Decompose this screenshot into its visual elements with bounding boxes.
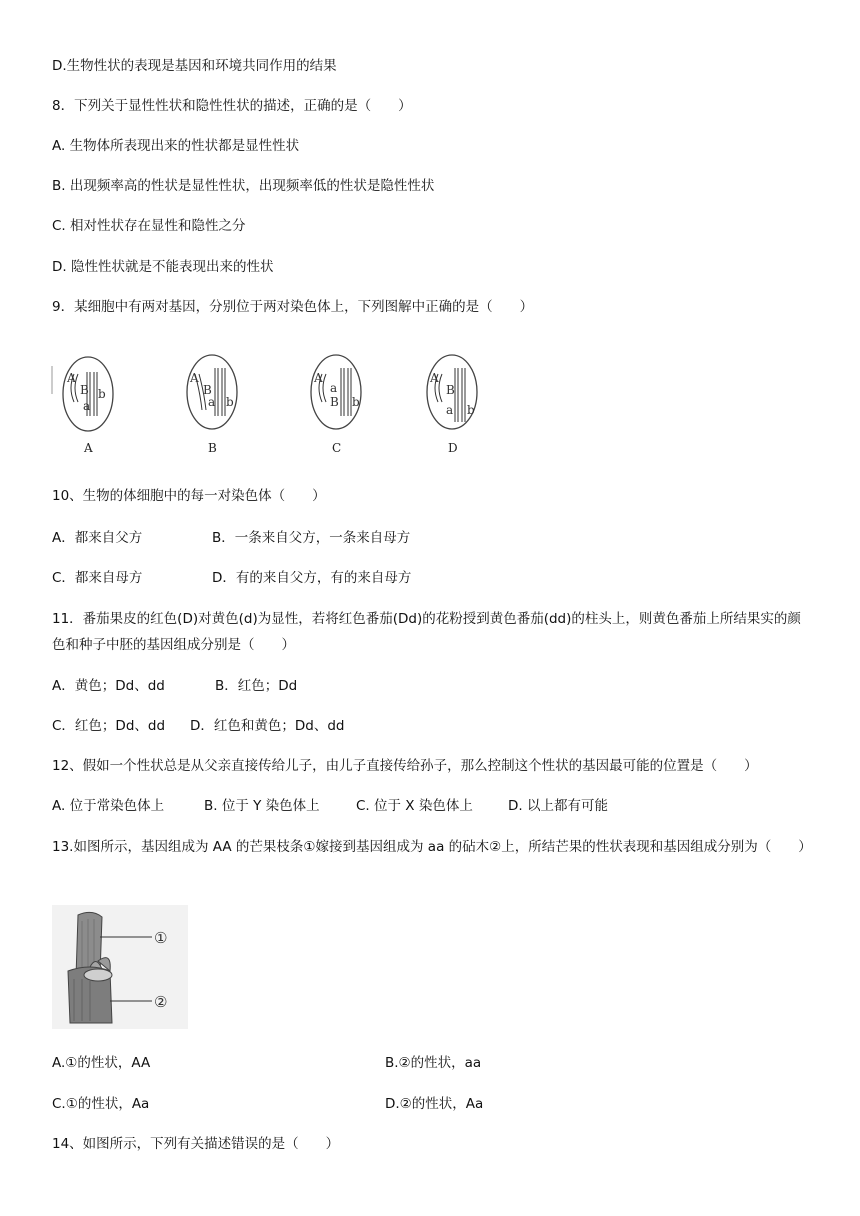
q13-option-b: B.②的性状，aa (385, 1055, 482, 1071)
svg-text:a: a (208, 395, 216, 409)
q12-option-c: C. 位于 X 染色体上 (356, 798, 473, 814)
svg-text:a: a (330, 381, 338, 395)
q11-option-c: C．红色；Dd、dd (52, 718, 166, 734)
svg-text:b: b (226, 395, 234, 409)
q13-option-c: C.①的性状，Aa (52, 1096, 150, 1112)
q12-stem: 12、假如一个性状总是从父亲直接传给儿子，由儿子直接传给孙子，那么控制这个性状的基因最可能的位置是（ ） (52, 758, 758, 774)
svg-text:A: A (430, 371, 439, 385)
q13-label-rootstock: ② (154, 993, 168, 1011)
q14-stem: 14、如图所示，下列有关描述错误的是（ ） (52, 1136, 340, 1152)
svg-text:B: B (446, 383, 455, 397)
q13-stem: 13.如图所示，基因组成为 AA 的芒果枝条①嫁接到基因组成为 aa 的砧木②上，所结芒果的性状表现和基因组成分别为（ ） (52, 839, 812, 855)
q10-option-a: A．都来自父方 (52, 530, 143, 546)
q13-option-d: D.②的性状，Aa (385, 1096, 484, 1112)
svg-text:b: b (98, 387, 106, 401)
svg-text:b: b (467, 403, 475, 417)
q9-label-d: D (448, 441, 458, 455)
q9-label-b: B (208, 441, 217, 455)
svg-text:B: B (203, 383, 212, 397)
q10-option-c: C．都来自母方 (52, 570, 143, 586)
svg-text:A: A (190, 371, 199, 385)
svg-text:a: a (83, 399, 91, 413)
q13-option-a: A.①的性状，AA (52, 1055, 151, 1071)
svg-text:A: A (67, 371, 76, 385)
q8-option-a: A. 生物体所表现出来的性状都是显性性状 (52, 138, 300, 154)
q12-option-a: A. 位于常染色体上 (52, 798, 165, 814)
q12-option-b: B. 位于 Y 染色体上 (204, 798, 320, 814)
q11-stem: 11．番茄果皮的红色(D)对黄色(d)为显性，若将红色番茄(Dd)的花粉授到黄色番茄(dd)的柱头上，则黄色番茄上所结果实的颜色和种子中胚的基因组成分别是（ ） (52, 611, 801, 653)
q9-cell-c (311, 355, 361, 429)
q11-option-a: A．黄色；Dd、dd (52, 678, 165, 694)
q10-option-d: D．有的来自父方，有的来自母方 (212, 570, 412, 586)
q13-grafting-figure (52, 905, 188, 1029)
svg-text:B: B (80, 383, 89, 397)
q8-option-b: B. 出现频率高的性状是显性性状，出现频率低的性状是隐性性状 (52, 178, 435, 194)
q9-cell-b (187, 355, 237, 429)
q9-label-c: C (332, 441, 342, 455)
q9-label-a: A (84, 441, 93, 455)
q9-stem: 9．某细胞中有两对基因，分别位于两对染色体上，下列图解中正确的是（ ） (52, 299, 534, 315)
q9-cell-a (63, 357, 113, 431)
q7-option-d: D.生物性状的表现是基因和环境共同作用的结果 (52, 58, 337, 74)
q11-option-d: D．红色和黄色；Dd、dd (190, 718, 345, 734)
q9-cell-d (427, 355, 477, 429)
q8-stem: 8．下列关于显性性状和隐性性状的描述，正确的是（ ） (52, 98, 412, 114)
svg-text:B: B (330, 395, 339, 409)
q12-option-d: D. 以上都有可能 (508, 798, 608, 814)
q11-option-b: B．红色；Dd (215, 678, 298, 694)
svg-text:a: a (446, 403, 454, 417)
q9-chromosome-figure (50, 352, 490, 462)
q8-option-d: D. 隐性性状就是不能表现出来的性状 (52, 259, 274, 275)
svg-text:A: A (314, 371, 323, 385)
q10-option-b: B．一条来自父方，一条来自母方 (212, 530, 411, 546)
svg-text:b: b (352, 395, 360, 409)
q13-label-scion: ① (154, 929, 168, 947)
q10-stem: 10、生物的体细胞中的每一对染色体（ ） (52, 488, 326, 504)
q8-option-c: C. 相对性状存在显性和隐性之分 (52, 218, 246, 234)
